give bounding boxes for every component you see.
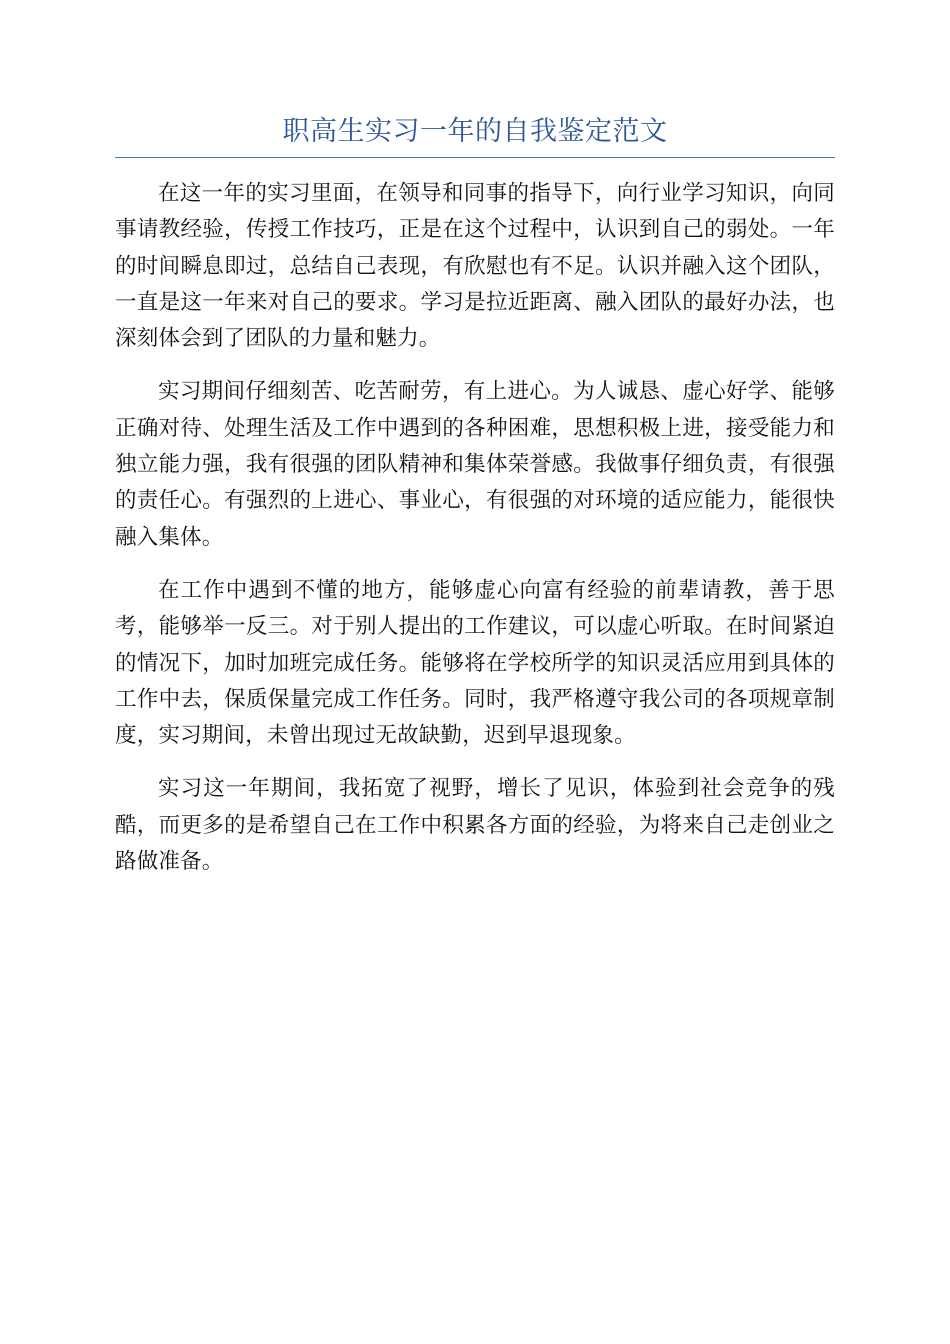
body-paragraph-4: 实习这一年期间，我拓宽了视野，增长了见识，体验到社会竞争的残酷，而更多的是希望自己在工作中积累各方面的经验，为将来自己走创业之路做准备。 [115, 776, 835, 875]
body-paragraph-1: 在这一年的实习里面，在领导和同事的指导下，向行业学习知识，向同事请教经验，传授工作技巧，正是在这个过程中，认识到自己的弱处。一年的时间瞬息即过，总结自己表现，有欣慰也有不足。认识并融入这个团队，一直是这一年来对自己的要求。学习是拉近距离、融入团队的最好办法，也深刻体会到了团队的力量和魅力。 [115, 181, 835, 352]
body-paragraph-2: 实习期间仔细刻苦、吃苦耐劳，有上进心。为人诚恳、虚心好学、能够正确对待、处理生活及工作中遇到的各种困难，思想积极上进，接受能力和独立能力强，我有很强的团队精神和集体荣誉感。我做事仔细负责，有很强的责任心。有强烈的上进心、事业心，有很强的对环境的适应能力，能很快融入集体。 [115, 379, 835, 550]
document-title: 职高生实习一年的自我鉴定范文 [282, 116, 668, 147]
title-block [115, 113, 835, 158]
document-body [115, 176, 835, 897]
body-paragraph-3: 在工作中遇到不懂的地方，能够虚心向富有经验的前辈请教，善于思考，能够举一反三。对于别人提出的工作建议，可以虚心听取。在时间紧迫的情况下，加时加班完成任务。能够将在学校所学的知识灵活应用到具体的工作中去，保质保量完成工作任务。同时，我严格遵守我公司的各项规章制度，实习期间，未曾出现过无故缺勤，迟到早退现象。 [115, 577, 835, 749]
